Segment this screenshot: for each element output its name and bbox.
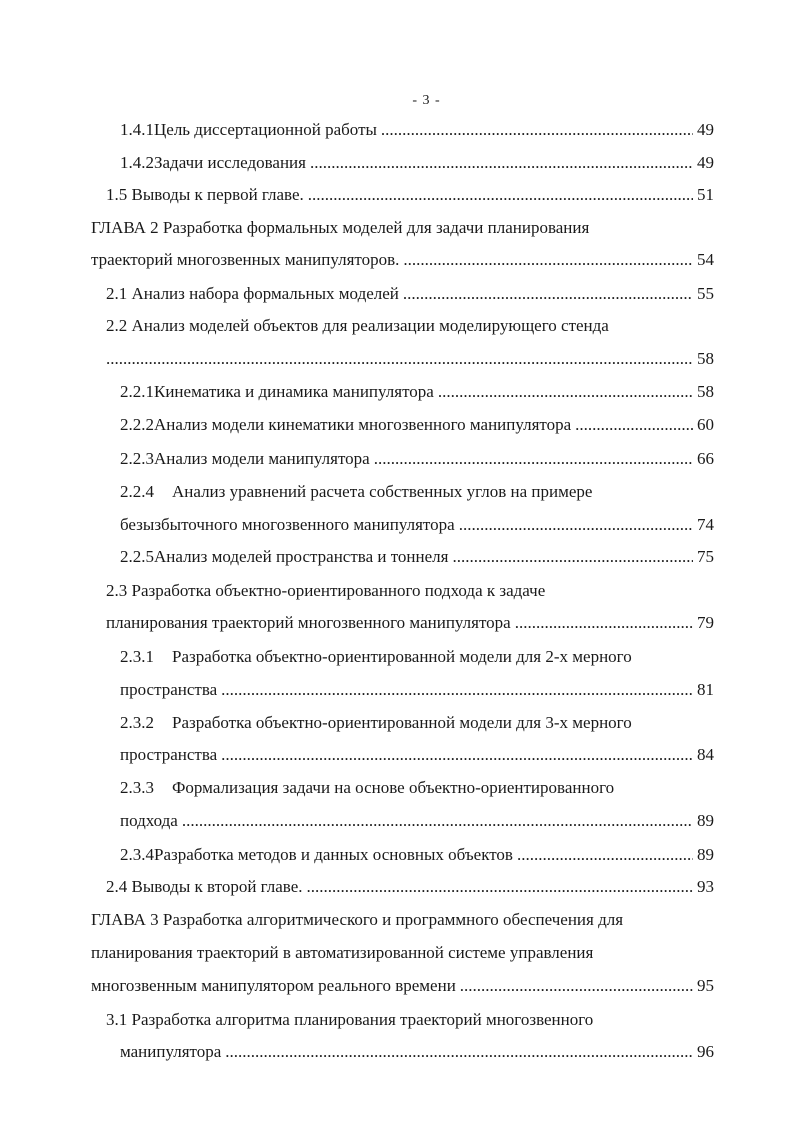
leader-dots	[403, 249, 693, 271]
toc-entry[interactable]	[120, 119, 714, 141]
page-ref: 74	[697, 515, 714, 534]
page-ref: 95	[697, 976, 714, 995]
leader-dots	[374, 448, 693, 470]
section-title: Формализация задачи на основе объектно-ориентированного	[172, 778, 615, 797]
toc-entry[interactable]	[120, 646, 714, 668]
toc-entry[interactable]	[120, 679, 714, 701]
section-title: Разработка методов и данных основных объектов	[154, 845, 513, 864]
leader-dots	[459, 514, 693, 536]
page-ref: 49	[697, 153, 714, 172]
section-number: 2.3.2	[120, 713, 154, 732]
toc-entry[interactable]	[120, 712, 714, 734]
page-ref: 58	[697, 349, 714, 368]
toc-entry[interactable]	[106, 1009, 714, 1031]
leader-dots	[452, 546, 693, 568]
page-ref: 75	[697, 547, 714, 566]
section-number: 2.3.3	[120, 778, 154, 797]
section-title: 1.5 Выводы к первой главе.	[106, 185, 304, 204]
chapter-title-continued: планирования траекторий в автоматизированной системе управления	[91, 943, 594, 962]
toc-entry[interactable]	[106, 580, 714, 602]
toc-entry[interactable]	[120, 744, 714, 766]
toc-entry[interactable]	[106, 283, 714, 305]
section-title: Анализ уравнений расчета собственных углов на примере	[172, 482, 593, 501]
leader-dots	[106, 348, 693, 370]
page-ref: 60	[697, 415, 714, 434]
leader-dots	[225, 1041, 693, 1063]
leader-dots	[307, 876, 693, 898]
chapter-title-continued: траекторий многозвенных манипуляторов.	[91, 250, 400, 269]
section-number: 2.2.5	[120, 547, 154, 566]
page-ref: 54	[697, 250, 714, 269]
page-ref: 93	[697, 877, 714, 896]
section-title: Разработка объектно-ориентированной модели для 2-х мерного	[172, 647, 632, 666]
section-number: 2.2.3	[120, 449, 154, 468]
leader-dots	[575, 414, 693, 436]
page-ref: 51	[697, 185, 714, 204]
toc-entry[interactable]	[120, 448, 714, 470]
toc-entry[interactable]	[106, 876, 714, 898]
leader-dots	[310, 152, 693, 174]
section-title: Разработка объектно-ориентированной модели для 3-х мерного	[172, 713, 632, 732]
section-title-continued: безызбыточного многозвенного манипулятора	[120, 515, 455, 534]
page-ref: 58	[697, 382, 714, 401]
leader-dots	[221, 679, 693, 701]
page-ref: 79	[697, 613, 714, 632]
section-title: 2.2 Анализ моделей объектов для реализации моделирующего стенда	[106, 316, 609, 335]
section-title-continued: пространства	[120, 680, 218, 699]
section-title: Кинематика и динамика манипулятора	[154, 382, 434, 401]
page-number: - 3 -	[412, 93, 441, 108]
section-number: 2.2.1	[120, 382, 154, 401]
leader-dots	[515, 612, 693, 634]
page-ref: 96	[697, 1042, 714, 1061]
section-title: Анализ моделей пространства и тоннеля	[154, 547, 449, 566]
page-ref: 55	[697, 284, 714, 303]
section-number: 2.2.4	[120, 482, 154, 501]
toc-entry[interactable]	[120, 777, 714, 799]
leader-dots	[221, 744, 693, 766]
page-ref: 89	[697, 845, 714, 864]
section-title-continued: планирования траекторий многозвенного манипулятора	[106, 613, 511, 632]
toc-entry[interactable]	[120, 381, 714, 403]
toc-entry[interactable]	[120, 152, 714, 174]
section-title: 2.4 Выводы к второй главе.	[106, 877, 303, 896]
page-ref: 66	[697, 449, 714, 468]
toc-entry[interactable]	[120, 844, 714, 866]
toc-entry[interactable]	[120, 1041, 714, 1063]
section-number: 2.3.4	[120, 845, 154, 864]
toc-entry[interactable]	[120, 810, 714, 832]
chapter-title: ГЛАВА 2 Разработка формальных моделей для задачи планирования	[91, 218, 590, 237]
toc-entry[interactable]	[120, 546, 714, 568]
leader-dots	[460, 975, 693, 997]
toc-entry[interactable]	[106, 315, 714, 337]
leader-dots	[517, 844, 693, 866]
section-title: 2.3 Разработка объектно-ориентированного подхода к задаче	[106, 581, 546, 600]
section-title: Задачи исследования	[154, 153, 306, 172]
section-number: 2.3.1	[120, 647, 154, 666]
toc-entry[interactable]	[120, 514, 714, 536]
page-ref: 49	[697, 120, 714, 139]
chapter-title: ГЛАВА 3 Разработка алгоритмического и программного обеспечения для	[91, 910, 624, 929]
section-title: 2.1 Анализ набора формальных моделей	[106, 284, 399, 303]
section-title: Цель диссертационной работы	[154, 120, 377, 139]
section-number: 1.4.1	[120, 120, 154, 139]
toc-entry[interactable]	[106, 612, 714, 634]
toc-entry[interactable]	[91, 249, 714, 271]
toc-entry[interactable]	[91, 909, 714, 931]
toc-entry[interactable]	[91, 942, 714, 964]
section-number: 2.2.2	[120, 415, 154, 434]
toc-entry[interactable]	[106, 348, 714, 370]
toc-entry[interactable]	[120, 481, 714, 503]
toc-entry[interactable]	[106, 184, 714, 206]
toc-entry[interactable]	[91, 975, 714, 997]
section-title-continued: манипулятора	[120, 1042, 222, 1061]
section-title: Анализ модели манипулятора	[154, 449, 370, 468]
leader-dots	[308, 184, 693, 206]
toc-entry[interactable]	[120, 414, 714, 436]
page-ref: 84	[697, 745, 714, 764]
leader-dots	[438, 381, 693, 403]
leader-dots	[182, 810, 693, 832]
section-title-continued: подхода	[120, 811, 178, 830]
leader-dots	[403, 283, 693, 305]
page-ref: 81	[697, 680, 714, 699]
section-title: Анализ модели кинематики многозвенного манипулятора	[154, 415, 572, 434]
toc-entry[interactable]	[91, 217, 714, 239]
section-title: 3.1 Разработка алгоритма планирования траекторий многозвенного	[106, 1010, 594, 1029]
section-title-continued: пространства	[120, 745, 218, 764]
page-ref: 89	[697, 811, 714, 830]
leader-dots	[381, 119, 693, 141]
chapter-title-continued: многозвенным манипулятором реального времени	[91, 976, 456, 995]
section-number: 1.4.2	[120, 153, 154, 172]
